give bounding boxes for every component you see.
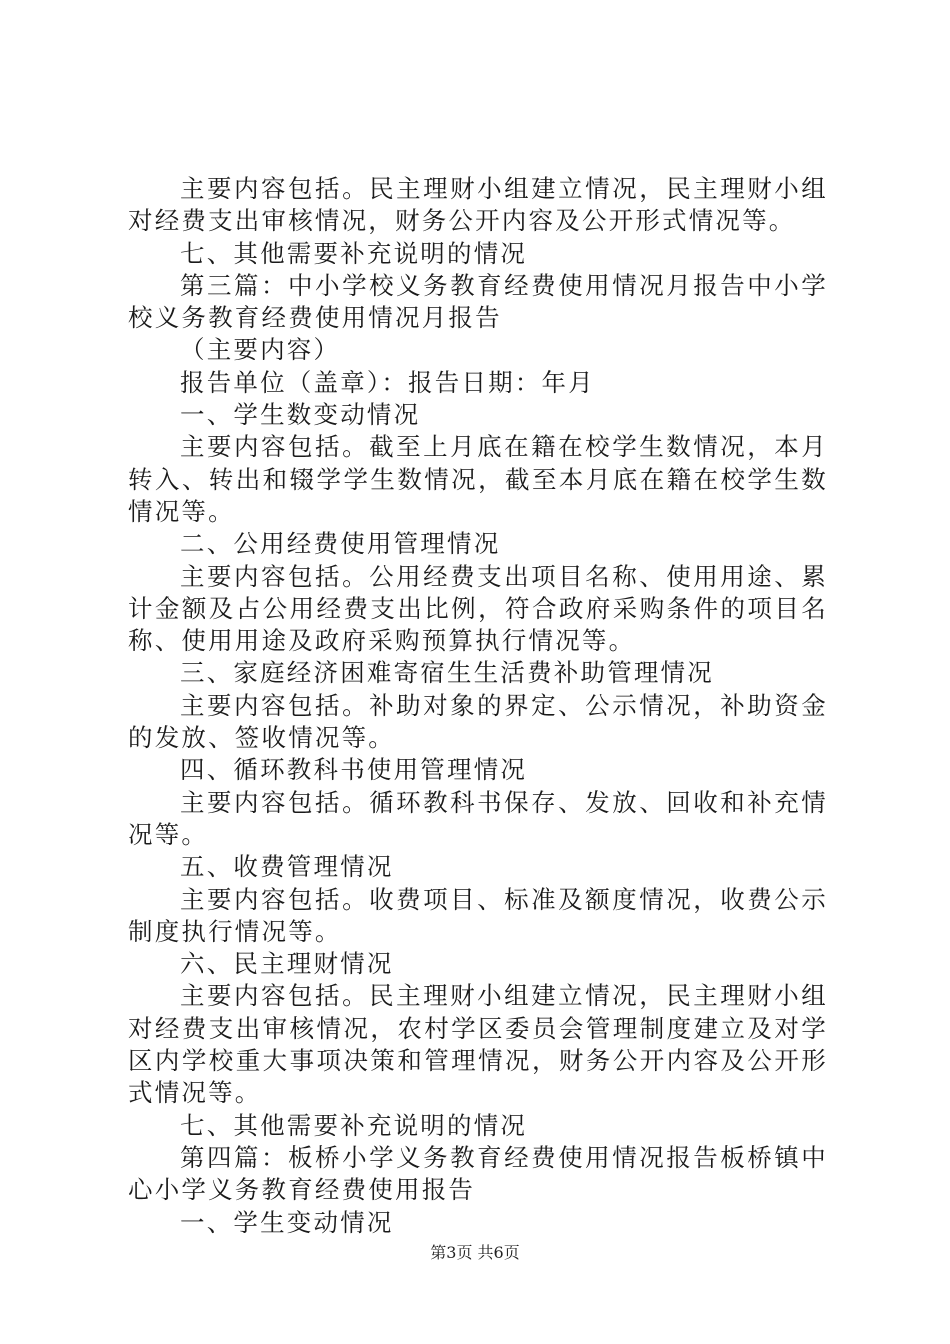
section-heading: 二、公用经费使用管理情况	[180, 529, 501, 559]
paragraph: 主要内容包括。公用经费支出项目名称、使用用途、累计金额及占公用经费支出比例，符合政府采购条件的项目名称、使用用途及政府采购预算执行情况等。	[128, 561, 828, 656]
section-heading: 一、学生数变动情况	[180, 400, 421, 430]
paragraph: 主要内容包括。民主理财小组建立情况，民主理财小组对经费支出审核情况，农村学区委员会管理制度建立及对学区内学校重大事项决策和管理情况，财务公开内容及公开形式情况等。	[128, 981, 828, 1108]
chapter-title: 第三篇：中小学校义务教育经费使用情况月报告中小学校义务教育经费使用情况月报告	[128, 270, 828, 333]
paragraph: 主要内容包括。截至上月底在籍在校学生数情况，本月转入、转出和辍学学生数情况，截至本月底在籍在校学生数情况等。	[128, 432, 828, 526]
document-body	[128, 173, 828, 1239]
section-heading: 三、家庭经济困难寄宿生生活费补助管理情况	[180, 658, 714, 688]
paragraph: 主要内容包括。循环教科书保存、发放、回收和补充情况等。	[128, 787, 828, 849]
report-meta-line: 报告单位（盖章）：报告日期：年月	[180, 367, 595, 397]
section-heading: 六、民主理财情况	[180, 949, 394, 979]
paragraph: 主要内容包括。补助对象的界定、公示情况，补助资金的发放、签收情况等。	[128, 690, 828, 753]
page-footer: 第3页 共6页	[430, 1243, 520, 1262]
section-heading: 七、其他需要补充说明的情况	[180, 1110, 528, 1140]
paragraph: 主要内容包括。收费项目、标准及额度情况，收费公示制度执行情况等。	[128, 884, 828, 946]
chapter-title: 第四篇：板桥小学义务教育经费使用情况报告板桥镇中心小学义务教育经费使用报告	[128, 1142, 828, 1205]
paragraph: （主要内容）	[180, 335, 341, 365]
section-heading: 五、收费管理情况	[180, 852, 394, 882]
section-heading: 四、循环教科书使用管理情况	[180, 755, 528, 785]
paragraph: 主要内容包括。民主理财小组建立情况，民主理财小组对经费支出审核情况，财务公开内容及公开形式情况等。	[128, 174, 828, 236]
section-heading: 七、其他需要补充说明的情况	[180, 238, 528, 268]
section-heading: 一、学生变动情况	[180, 1207, 394, 1237]
